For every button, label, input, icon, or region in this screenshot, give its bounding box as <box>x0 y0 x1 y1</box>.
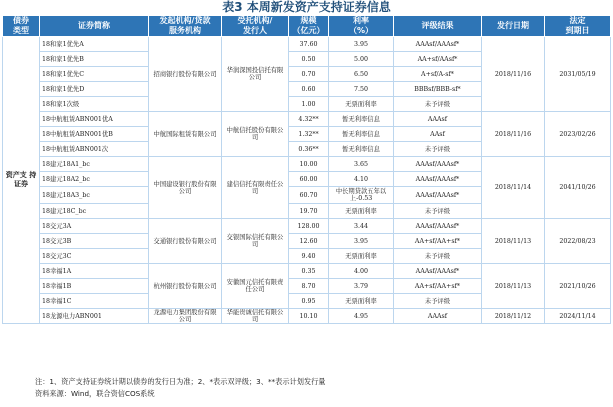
originator-cell: 中国建设银行股份有限公司 <box>149 157 222 219</box>
security-name-cell: 18建元18A3_bc <box>40 187 149 204</box>
originator-cell: 交通银行股份有限公司 <box>149 219 222 264</box>
rate-cell: 3.95 <box>329 37 394 52</box>
originator-cell: 招商银行股份有限公司 <box>149 37 222 112</box>
size-cell: 1.32** <box>289 127 329 142</box>
col-header-rating: 评级结果 <box>394 16 482 37</box>
size-cell: 60.00 <box>289 172 329 187</box>
security-name-cell: 18和家1优先B <box>40 52 149 67</box>
size-cell: 0.50 <box>289 52 329 67</box>
trustee-cell: 华能贵诚信托有限公司 <box>222 309 289 324</box>
originator-cell: 龙源电力集团股份有限公司 <box>149 309 222 324</box>
table-row <box>3 37 611 52</box>
security-name-cell: 18建元18C_bc <box>40 204 149 219</box>
rating-cell: AAAsf/AAAsf* <box>394 172 482 187</box>
footnote-line: 注：1、资产支持证券统计期以债券的发行日为准；2、*表示双评级；3、**表示计划发行量 <box>35 377 326 386</box>
issue-date-cell: 2018/11/14 <box>482 157 545 219</box>
rating-cell: AA+sf/AA+sf* <box>394 234 482 249</box>
size-cell: 0.35 <box>289 264 329 279</box>
rating-cell: AAAsf/AAAsf* <box>394 187 482 204</box>
table-row <box>3 157 611 172</box>
rating-cell: AA+sf/AA+sf* <box>394 279 482 294</box>
originator-cell: 中航国际租赁有限公司 <box>149 112 222 157</box>
rate-cell: 3.65 <box>329 157 394 172</box>
size-cell: 0.36** <box>289 142 329 157</box>
table-title: 表3 本周新发资产支持证券信息 <box>222 0 391 14</box>
rate-cell: 3.95 <box>329 234 394 249</box>
footnotes <box>35 376 610 400</box>
issue-date-cell: 2018/11/16 <box>482 112 545 157</box>
security-name-cell: 18中航租赁ABN001优A <box>40 112 149 127</box>
size-cell: 9.40 <box>289 249 329 264</box>
rate-cell: 3.44 <box>329 219 394 234</box>
rating-cell: 未予评级 <box>394 204 482 219</box>
trustee-cell: 中航信托股份有限公司 <box>222 112 289 157</box>
maturity-cell: 2024/11/14 <box>545 309 611 324</box>
issue-date-cell: 2018/11/12 <box>482 309 545 324</box>
rate-cell: 无票面利率 <box>329 97 394 112</box>
size-cell: 10.10 <box>289 309 329 324</box>
col-header-type: 债券 类型 <box>3 16 40 37</box>
bond-type-cell: 资产支 持证券 <box>3 37 40 324</box>
issue-date-cell: 2018/11/13 <box>482 219 545 264</box>
rate-cell: 7.50 <box>329 82 394 97</box>
rate-cell: 中长期贷款五年以上-0.53 <box>329 187 394 204</box>
security-name-cell: 18幸福1B <box>40 279 149 294</box>
rating-cell: A+sf/A-sf* <box>394 67 482 82</box>
size-cell: 12.60 <box>289 234 329 249</box>
rating-cell: 未予评级 <box>394 249 482 264</box>
security-name-cell: 18建元18A2_bc <box>40 172 149 187</box>
header-row <box>3 16 611 37</box>
rate-cell: 暂无利率信息 <box>329 127 394 142</box>
originator-cell: 杭州银行股份有限公司 <box>149 264 222 309</box>
issue-date-cell: 2018/11/16 <box>482 37 545 112</box>
col-header-trustee: 受托机构/ 发行人 <box>222 16 289 37</box>
size-cell: 1.00 <box>289 97 329 112</box>
col-header-maturity: 法定 到期日 <box>545 16 611 37</box>
size-cell: 128.00 <box>289 219 329 234</box>
rate-cell: 无票面利率 <box>329 249 394 264</box>
security-name-cell: 18和家1优先C <box>40 67 149 82</box>
table-row <box>3 309 611 324</box>
rate-cell: 无票面利率 <box>329 204 394 219</box>
rating-cell: AAAsf/AAAsf* <box>394 37 482 52</box>
size-cell: 37.60 <box>289 37 329 52</box>
rating-cell: 未予评级 <box>394 142 482 157</box>
rate-cell: 5.00 <box>329 52 394 67</box>
rating-cell: AAAsf/AAAsf* <box>394 157 482 172</box>
issue-date-cell: 2018/11/13 <box>482 264 545 309</box>
rating-cell: 未予评级 <box>394 294 482 309</box>
table-row <box>3 264 611 279</box>
source-line: 资料来源：Wind，联合资信COS系统 <box>35 389 155 398</box>
col-header-name: 证券简称 <box>40 16 149 37</box>
maturity-cell: 2021/10/26 <box>545 264 611 309</box>
trustee-cell: 交银国际信托有限公司 <box>222 219 289 264</box>
security-name-cell: 18交元3C <box>40 249 149 264</box>
security-name-cell: 18和家1优先D <box>40 82 149 97</box>
table-row <box>3 219 611 234</box>
size-cell: 60.70 <box>289 187 329 204</box>
size-cell: 0.95 <box>289 294 329 309</box>
rate-cell: 4.95 <box>329 309 394 324</box>
rate-cell: 4.10 <box>329 172 394 187</box>
rate-cell: 6.50 <box>329 67 394 82</box>
col-header-originator: 发起机构/贷款 服务机构 <box>149 16 222 37</box>
security-name-cell: 18交元3B <box>40 234 149 249</box>
maturity-cell: 2041/10/26 <box>545 157 611 219</box>
maturity-cell: 2023/02/26 <box>545 112 611 157</box>
security-name-cell: 18幸福1A <box>40 264 149 279</box>
rate-cell: 3.79 <box>329 279 394 294</box>
security-name-cell: 18龙源电力ABN001 <box>40 309 149 324</box>
table-body <box>3 37 611 324</box>
rate-cell: 暂无利率信息 <box>329 112 394 127</box>
trustee-cell: 安徽国元信托有限责任公司 <box>222 264 289 309</box>
size-cell: 0.60 <box>289 82 329 97</box>
rate-cell: 无票面利率 <box>329 294 394 309</box>
rating-cell: AA+sf/AAsf* <box>394 52 482 67</box>
trustee-cell: 华润深国投信托有限公司 <box>222 37 289 112</box>
security-name-cell: 18中航租赁ABN001次 <box>40 142 149 157</box>
abs-issuance-table <box>2 15 611 324</box>
col-header-size: 规模 （亿元） <box>289 16 329 37</box>
size-cell: 8.70 <box>289 279 329 294</box>
col-header-rate: 利率 （%） <box>329 16 394 37</box>
col-header-issue-date: 发行日期 <box>482 16 545 37</box>
size-cell: 19.70 <box>289 204 329 219</box>
size-cell: 0.70 <box>289 67 329 82</box>
security-name-cell: 18建元18A1_bc <box>40 157 149 172</box>
rating-cell: AAAsf <box>394 112 482 127</box>
trustee-cell: 建信信托有限责任公司 <box>222 157 289 219</box>
rating-cell: AAsf <box>394 127 482 142</box>
security-name-cell: 18交元3A <box>40 219 149 234</box>
rate-cell: 暂无利率信息 <box>329 142 394 157</box>
security-name-cell: 18和家1次级 <box>40 97 149 112</box>
rating-cell: BBBsf/BBB-sf* <box>394 82 482 97</box>
rating-cell: 未予评级 <box>394 97 482 112</box>
maturity-cell: 2022/08/23 <box>545 219 611 264</box>
rating-cell: AAAsf/AAAsf* <box>394 264 482 279</box>
security-name-cell: 18和家1优先A <box>40 37 149 52</box>
maturity-cell: 2031/05/19 <box>545 37 611 112</box>
rating-cell: AAAsf/AAAsf* <box>394 219 482 234</box>
size-cell: 10.00 <box>289 157 329 172</box>
rating-cell: AAAsf <box>394 309 482 324</box>
table-row <box>3 112 611 127</box>
security-name-cell: 18幸福1C <box>40 294 149 309</box>
security-name-cell: 18中航租赁ABN001优B <box>40 127 149 142</box>
size-cell: 4.32** <box>289 112 329 127</box>
rate-cell: 4.00 <box>329 264 394 279</box>
